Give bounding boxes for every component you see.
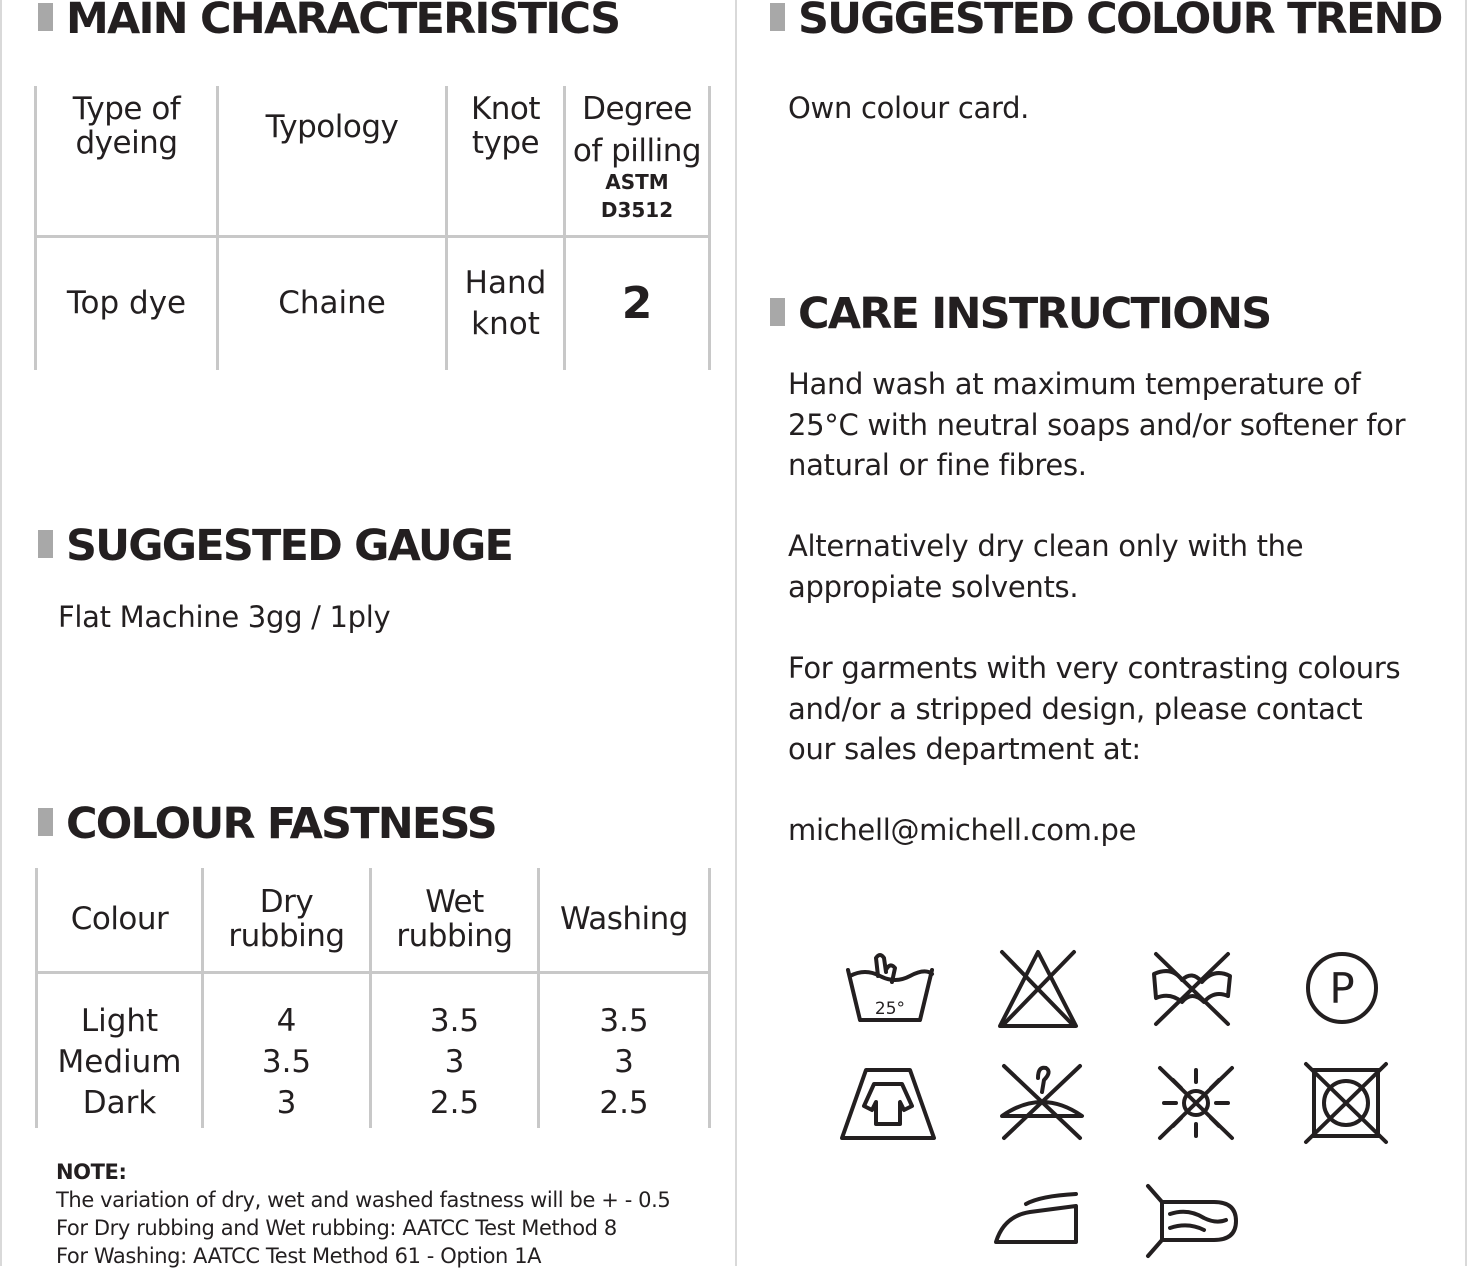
contact-email[interactable]: michell@michell.com.pe — [788, 813, 1137, 847]
heading-accent-bar — [770, 3, 785, 31]
note-title: NOTE: — [56, 1160, 127, 1184]
do-not-hang-dry-icon — [992, 1058, 1092, 1144]
cell-degree-of-pilling: 2 — [565, 236, 710, 370]
header-degree-of-pilling: Degree of pilling ASTM D3512 — [565, 86, 710, 236]
right-border — [1465, 0, 1467, 1266]
pilling-standard: ASTM D3512 — [600, 170, 674, 222]
header-knot-type: Knot type — [447, 86, 565, 236]
characteristics-table — [34, 86, 711, 370]
dry-rubbing-column: 4 3.5 3 — [203, 972, 371, 1128]
fastness-note — [56, 1158, 670, 1270]
header-typology: Typology — [218, 86, 447, 236]
heading-accent-bar — [38, 808, 53, 836]
header-wet-rubbing: Wet rubbing — [371, 868, 539, 972]
cell-type-of-dyeing: Top dye — [36, 236, 218, 370]
cell-knot-type: Hand knot — [447, 236, 565, 370]
left-border — [0, 0, 2, 1266]
care-paragraph-wash: Hand wash at maximum temperature of 25°C with neutral soaps and/or softener for natural or fine fibres. — [788, 367, 1406, 482]
header-colour: Colour — [37, 868, 203, 972]
do-not-dry-in-sun-icon — [1146, 1060, 1246, 1146]
note-line: For Dry rubbing and Wet rubbing: AATCC Test Method 8 — [56, 1216, 617, 1240]
colour-fastness-table — [35, 868, 711, 1128]
dry-clean-p-icon — [1292, 946, 1392, 1032]
colour-trend-text: Own colour card. — [788, 91, 1030, 125]
svg-text:P: P — [1329, 964, 1355, 1013]
colour-column: Light Medium Dark — [37, 972, 203, 1128]
hand-wash-icon — [840, 948, 940, 1034]
do-not-bleach-icon — [988, 946, 1088, 1032]
heading-accent-bar — [38, 3, 53, 31]
note-line: For Washing: AATCC Test Method 61 - Option 1A — [56, 1244, 542, 1268]
dry-flat-icon — [838, 1062, 938, 1148]
do-not-wring-icon — [1142, 946, 1242, 1032]
iron-icon — [990, 1180, 1090, 1266]
gauge-value: Flat Machine 3gg / 1ply — [58, 600, 391, 634]
care-paragraph-dry-clean: Alternatively dry clean only with the appropiate solvents. — [788, 529, 1304, 604]
header-washing: Washing — [539, 868, 710, 972]
do-not-tumble-dry-icon — [1296, 1060, 1396, 1146]
care-paragraph-contact: For garments with very contrasting colours and/or a stripped design, please contact our sales department at: — [788, 651, 1401, 766]
svg-text:25°: 25° — [874, 999, 906, 1019]
note-line: The variation of dry, wet and washed fastness will be + - 0.5 — [56, 1188, 671, 1212]
heading-accent-bar — [770, 298, 785, 326]
heading-accent-bar — [38, 530, 53, 558]
washing-column: 3.5 3 2.5 — [539, 972, 710, 1128]
header-type-of-dyeing: Type of dyeing — [36, 86, 218, 236]
cell-typology: Chaine — [218, 236, 447, 370]
do-not-wring-twist-icon — [1140, 1178, 1240, 1264]
wet-rubbing-column: 3.5 3 2.5 — [371, 972, 539, 1128]
header-dry-rubbing: Dry rubbing — [203, 868, 371, 972]
column-divider — [735, 0, 737, 1266]
